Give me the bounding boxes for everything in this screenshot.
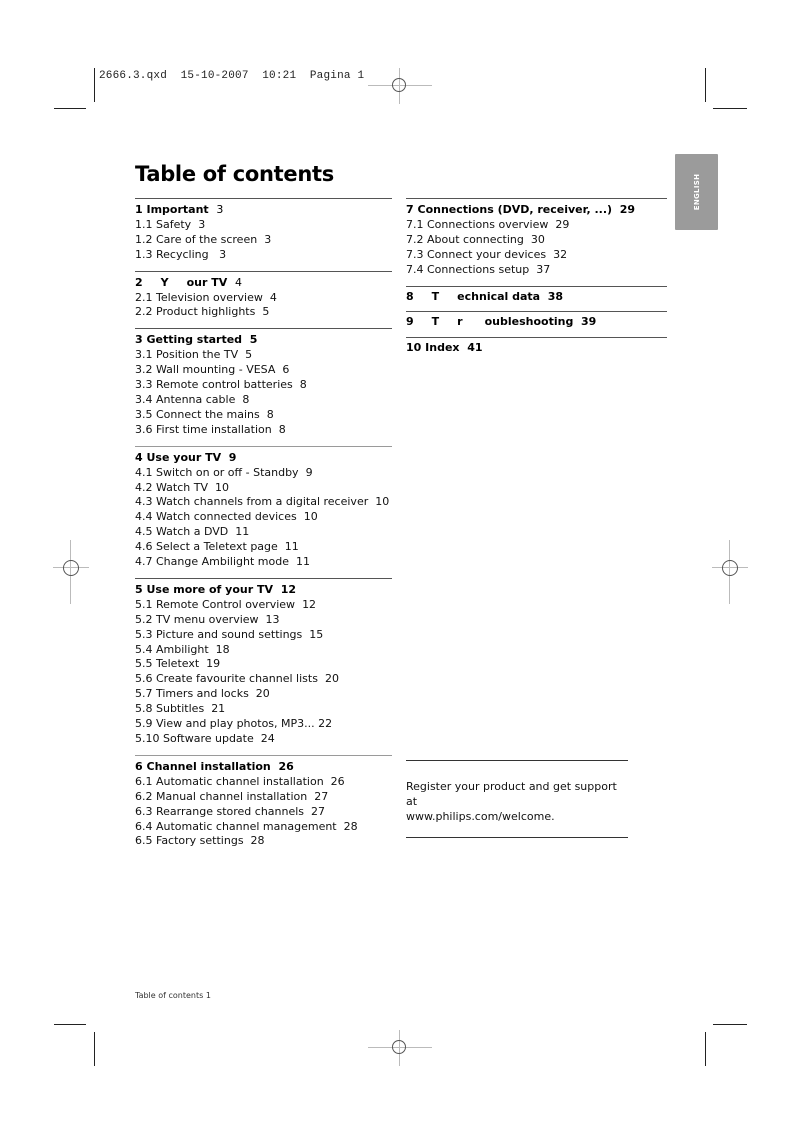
- crop-mark: [705, 1032, 706, 1066]
- toc-entry[interactable]: 6.2 Manual channel installation 27: [135, 789, 329, 803]
- page-footer: Table of contents 1: [135, 991, 211, 1000]
- slug-date: 15-10-2007: [180, 70, 249, 82]
- slug-page: Pagina 1: [309, 70, 365, 82]
- toc-entry[interactable]: 3.3 Remote control batteries 8: [135, 378, 307, 392]
- toc-entry[interactable]: 3.2 Wall mounting - VESA 6: [135, 363, 290, 377]
- toc-entry[interactable]: 6.1 Automatic channel installation 26: [135, 774, 345, 788]
- toc-chapter-heading[interactable]: 5 Use more of your TV 12: [135, 582, 296, 596]
- divider: [406, 837, 628, 838]
- slug-file: 2666.3.qxd: [99, 70, 168, 82]
- toc-entry[interactable]: 4.4 Watch connected devices 10: [135, 510, 318, 524]
- toc-entry[interactable]: 5.3 Picture and sound settings 15: [135, 627, 324, 641]
- toc-entry[interactable]: 5.6 Create favourite channel lists 20: [135, 672, 339, 686]
- crop-mark: [94, 68, 95, 102]
- registration-mark-icon: [368, 1030, 432, 1066]
- toc-entry[interactable]: 5.10 Software update 24: [135, 732, 275, 745]
- registration-mark-icon: [712, 540, 748, 604]
- toc-entry[interactable]: 6.5 Factory settings 28: [135, 834, 265, 848]
- register-text: Register your product and get support at: [406, 780, 617, 808]
- crop-mark: [54, 108, 86, 109]
- toc-section-1: [135, 198, 392, 271]
- toc-entry[interactable]: 4.5 Watch a DVD 11: [135, 525, 250, 539]
- toc-entry[interactable]: 7.1 Connections overview 29: [406, 217, 570, 231]
- toc-entry[interactable]: 7.4 Connections setup 37: [406, 262, 551, 276]
- toc-entry[interactable]: 5.8 Subtitles 21: [135, 702, 226, 716]
- toc-entry[interactable]: 7.2 About connecting 30: [406, 232, 545, 246]
- toc-entry[interactable]: 2.2 Product highlights 5: [135, 305, 270, 319]
- toc-entry[interactable]: 1.2 Care of the screen 3: [135, 232, 272, 246]
- toc-entry[interactable]: 3.5 Connect the mains 8: [135, 407, 274, 421]
- toc-entry[interactable]: 5.2 TV menu overview 13: [135, 612, 280, 626]
- toc-entry[interactable]: 5.7 Timers and locks 20: [135, 687, 270, 701]
- toc-section-5: [135, 578, 392, 755]
- toc-entry[interactable]: 7.3 Connect your devices 32: [406, 247, 568, 261]
- toc-entry[interactable]: 2.1 Television overview 4: [135, 290, 277, 304]
- toc-entry[interactable]: 5.5 Teletext 19: [135, 657, 221, 671]
- toc-chapter-heading[interactable]: 2 Y our TV 4: [135, 275, 242, 289]
- toc-section-7: [406, 198, 667, 286]
- toc-section-9: [406, 311, 667, 337]
- toc-entry[interactable]: 3.1 Position the TV 5: [135, 348, 253, 362]
- crop-mark: [705, 68, 706, 102]
- toc-section-4: [135, 446, 392, 578]
- toc-chapter-heading[interactable]: 8 T echnical data 38: [406, 289, 564, 303]
- toc-left-column: [135, 198, 392, 857]
- toc-chapter-heading[interactable]: 1 Important 3: [135, 203, 224, 216]
- toc-entry[interactable]: 5.9 View and play photos, MP3... 22: [135, 717, 333, 731]
- toc-chapter-heading[interactable]: 3 Getting started 5: [135, 333, 258, 347]
- toc-entry[interactable]: 4.1 Switch on or off - Standby 9: [135, 465, 313, 479]
- crop-mark: [713, 1024, 747, 1025]
- register-notice: [406, 760, 628, 838]
- toc-entry[interactable]: 4.2 Watch TV 10: [135, 480, 229, 494]
- toc-section-8: [406, 286, 667, 312]
- toc-section-2: [135, 271, 392, 329]
- register-url[interactable]: www.philips.com/welcome.: [406, 810, 555, 823]
- toc-entry[interactable]: 4.6 Select a Teletext page 11: [135, 540, 299, 554]
- slug-time: 10:21: [262, 70, 297, 82]
- toc-entry[interactable]: 3.6 First time installation 8: [135, 422, 286, 436]
- crop-mark: [94, 1032, 95, 1066]
- toc-chapter-heading[interactable]: 10 Index 41: [406, 341, 483, 355]
- toc-chapter-heading[interactable]: 9 T r oubleshooting 39: [406, 315, 597, 329]
- toc-chapter-heading[interactable]: 4 Use your TV 9: [135, 450, 237, 464]
- toc-entry[interactable]: 1.1 Safety 3: [135, 217, 206, 231]
- toc-entry[interactable]: 5.4 Ambilight 18: [135, 642, 230, 656]
- toc-entry[interactable]: 6.3 Rearrange stored channels 27: [135, 804, 326, 818]
- toc-entry[interactable]: 4.3 Watch channels from a digital receiver 10: [135, 495, 390, 509]
- registration-mark-icon: [53, 540, 89, 604]
- toc-section-6: [135, 755, 392, 857]
- toc-chapter-heading[interactable]: 6 Channel installation 26: [135, 759, 294, 773]
- toc-entry[interactable]: 3.4 Antenna cable 8: [135, 392, 250, 406]
- registration-mark-icon: [368, 68, 432, 104]
- toc-entry[interactable]: 6.4 Automatic channel management 28: [135, 819, 358, 833]
- print-slug: [99, 70, 364, 82]
- page-title: Table of contents: [135, 162, 334, 186]
- toc-entry[interactable]: 1.3 Recycling 3: [135, 247, 227, 261]
- language-tab-label: ENGLISH: [692, 173, 701, 211]
- toc-entry[interactable]: 5.1 Remote Control overview 12: [135, 597, 317, 611]
- toc-section-3: [135, 328, 392, 445]
- crop-mark: [54, 1024, 86, 1025]
- toc-chapter-heading[interactable]: 7 Connections (DVD, receiver, ...) 29: [406, 203, 636, 216]
- toc-right-column: [406, 198, 667, 364]
- toc-entry[interactable]: 4.7 Change Ambilight mode 11: [135, 555, 310, 569]
- toc-section-10: [406, 337, 667, 364]
- language-tab: [675, 154, 718, 230]
- crop-mark: [713, 108, 747, 109]
